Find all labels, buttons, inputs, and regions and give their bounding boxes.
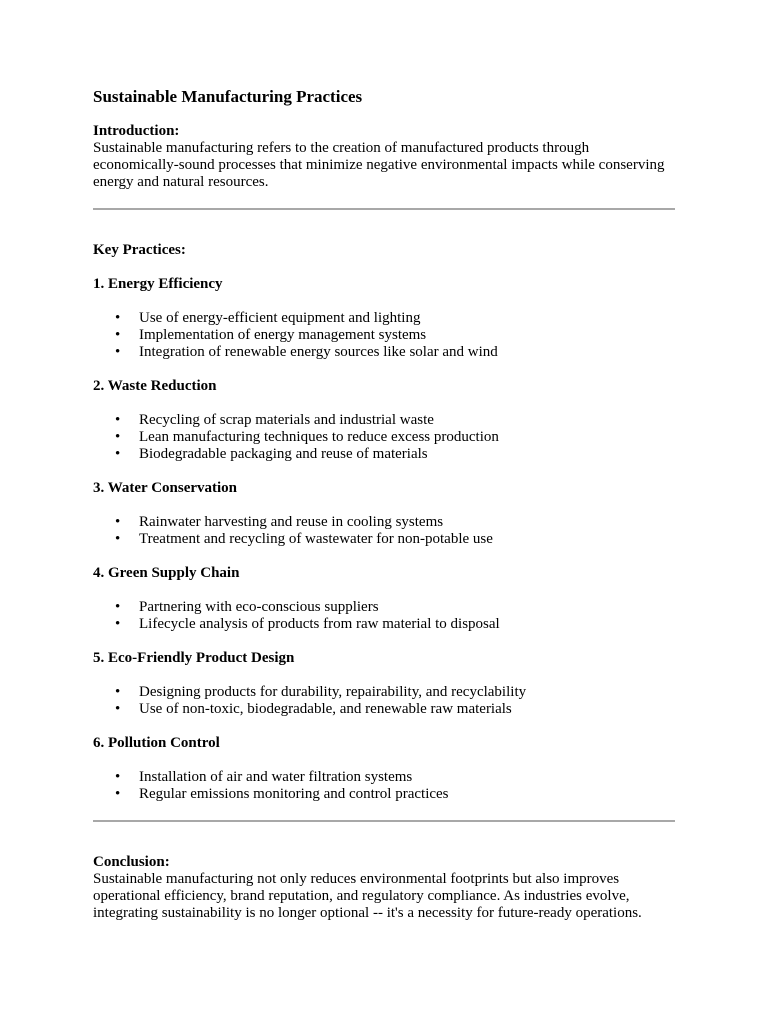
introduction-heading: Introduction:	[93, 123, 180, 139]
bullet-icon: •	[115, 701, 121, 717]
key-practices-heading: Key Practices:	[93, 242, 186, 258]
list-item	[93, 446, 675, 463]
list-item	[93, 701, 675, 718]
practice-section-energy-efficiency	[93, 276, 675, 361]
practice-section-water-conservation	[93, 480, 675, 548]
bullet-icon: •	[115, 344, 121, 360]
section-title: 5. Eco-Friendly Product Design	[93, 650, 295, 666]
list-item-text: Biodegradable packaging and reuse of materials	[139, 446, 428, 462]
list-item-text: Lifecycle analysis of products from raw material to disposal	[139, 616, 500, 632]
bullet-icon: •	[115, 531, 121, 547]
bullet-list	[93, 412, 675, 463]
practice-section-pollution-control	[93, 735, 675, 803]
bullet-list	[93, 684, 675, 718]
list-item	[93, 412, 675, 429]
list-item-text: Use of energy-efficient equipment and lighting	[139, 310, 421, 326]
list-item	[93, 684, 675, 701]
bullet-list	[93, 599, 675, 633]
bullet-list	[93, 769, 675, 803]
section-title: 6. Pollution Control	[93, 735, 220, 751]
divider-top	[93, 208, 675, 210]
bullet-icon: •	[115, 429, 121, 445]
bullet-icon: •	[115, 327, 121, 343]
list-item	[93, 327, 675, 344]
section-title: 4. Green Supply Chain	[93, 565, 240, 581]
bullet-list	[93, 310, 675, 361]
bullet-icon: •	[115, 412, 121, 428]
conclusion-heading: Conclusion:	[93, 854, 170, 870]
practice-section-green-supply-chain	[93, 565, 675, 633]
document-title: Sustainable Manufacturing Practices	[93, 87, 363, 106]
bullet-icon: •	[115, 786, 121, 802]
bullet-icon: •	[115, 769, 121, 785]
list-item-text: Rainwater harvesting and reuse in cooling systems	[139, 514, 444, 530]
list-item-text: Recycling of scrap materials and industrial waste	[139, 412, 434, 428]
practice-section-waste-reduction	[93, 378, 675, 463]
bullet-icon: •	[115, 514, 121, 530]
bullet-icon: •	[115, 616, 121, 632]
bullet-icon: •	[115, 684, 121, 700]
list-item-text: Partnering with eco-conscious suppliers	[139, 599, 379, 615]
list-item	[93, 769, 675, 786]
list-item	[93, 429, 675, 446]
list-item	[93, 786, 675, 803]
list-item	[93, 531, 675, 548]
bullet-list	[93, 514, 675, 548]
list-item-text: Treatment and recycling of wastewater for non-potable use	[139, 531, 493, 547]
section-title: 2. Waste Reduction	[93, 378, 217, 394]
list-item-text: Designing products for durability, repairability, and recyclability	[139, 684, 527, 700]
list-item	[93, 344, 675, 361]
divider-bottom	[93, 820, 675, 822]
bullet-icon: •	[115, 599, 121, 615]
list-item-text: Regular emissions monitoring and control practices	[139, 786, 449, 802]
introduction-text: Sustainable manufacturing refers to the creation of manufactured products through economically-sound processes that minimize negative environmental impacts while conserving energy and natural resources.	[93, 140, 665, 190]
practice-section-eco-friendly-design	[93, 650, 675, 718]
bullet-icon: •	[115, 446, 121, 462]
list-item	[93, 599, 675, 616]
list-item-text: Installation of air and water filtration systems	[139, 769, 413, 785]
bullet-icon: •	[115, 310, 121, 326]
list-item-text: Integration of renewable energy sources like solar and wind	[139, 344, 498, 360]
section-title: 1. Energy Efficiency	[93, 276, 223, 292]
conclusion-text: Sustainable manufacturing not only reduces environmental footprints but also improves operational efficiency, brand reputation, and regulatory compliance. As industries evolve, integrating sustainability is no longer optional -- it's a necessity for future-ready operations.	[93, 871, 642, 921]
list-item	[93, 310, 675, 327]
list-item	[93, 616, 675, 633]
list-item	[93, 514, 675, 531]
section-title: 3. Water Conservation	[93, 480, 238, 496]
document-page	[93, 87, 675, 922]
list-item-text: Lean manufacturing techniques to reduce excess production	[139, 429, 499, 445]
list-item-text: Implementation of energy management systems	[139, 327, 427, 343]
list-item-text: Use of non-toxic, biodegradable, and renewable raw materials	[139, 701, 512, 717]
